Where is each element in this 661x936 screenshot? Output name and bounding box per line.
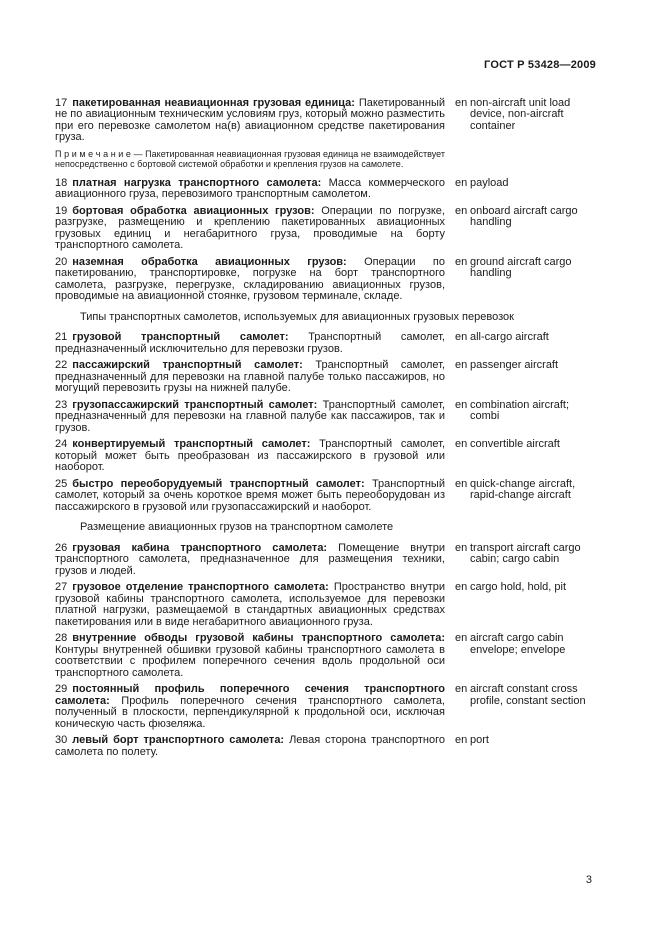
en-term: transport aircraft cargo cabin; cargo cabin <box>470 541 581 565</box>
term-number: 27 <box>55 581 68 593</box>
term-definition <box>55 439 445 474</box>
term-definition <box>55 257 445 303</box>
english-equivalent <box>455 543 596 566</box>
english-equivalent <box>455 98 596 133</box>
en-label: en <box>455 176 468 189</box>
term-number: 28 <box>55 632 68 644</box>
term-entry <box>55 633 596 679</box>
en-label: en <box>455 541 468 554</box>
term-number: 24 <box>55 438 68 450</box>
english-equivalent <box>455 400 596 423</box>
note-entry <box>55 149 596 169</box>
term-text: Транспортный самолет, который за очень короткое время может быть переоборудован из пассажирского в грузовой или грузопассажирский и наоборот. <box>55 477 445 513</box>
page-number: 3 <box>585 873 592 886</box>
term-text: Профиль поперечного сечения транспортного самолета, полученный в плоскости, перпендикулярной к продольной оси, исключая коническую часть фюзеляжа. <box>55 694 445 730</box>
en-label: en <box>455 331 468 343</box>
note-text: П р и м е ч а н и е — Пакетированная неавиационная грузовая единица не взаимодействует непосредственно с бортовой системой обработки и крепления грузов на самолете. <box>55 148 445 169</box>
term-number: 19 <box>55 204 68 217</box>
term-title: быстро переоборудуемый транспортный самолет: <box>72 477 365 490</box>
english-equivalent <box>455 257 596 280</box>
en-term: quick-change aircraft, rapid-change aircraft <box>470 477 576 501</box>
term-number: 23 <box>55 398 68 411</box>
en-term: ground aircraft cargo handling <box>470 255 572 279</box>
en-term: onboard aircraft cargo handling <box>470 204 578 228</box>
term-text: Контуры внутренней обшивки грузовой кабины транспортного самолета в соответствии с профилем поперечного сечения вдоль продольной оси транспортного самолета. <box>55 643 445 679</box>
term-title: постоянный профиль поперечного сечения транспортного самолета: <box>55 683 445 707</box>
en-term: aircraft constant cross profile, constant section <box>470 683 586 707</box>
english-equivalent <box>455 735 596 747</box>
term-definition <box>55 684 445 730</box>
term-text: Транспортный самолет, предназначенный исключительно для перевозки грузов. <box>55 331 445 355</box>
term-text: Транспортный самолет, предназначенный для перевозки на главной палубе только пассажиров, но могущий перевозить грузы на нижней палубе. <box>55 359 446 394</box>
term-number: 17 <box>55 96 68 109</box>
term-entry <box>55 684 596 730</box>
term-title: бортовая обработка авиационных грузов: <box>72 204 315 217</box>
term-definition <box>55 360 445 395</box>
english-equivalent <box>455 479 596 502</box>
en-term: port <box>470 734 489 746</box>
section-heading-text: Типы транспортных самолетов, используемых для авиационных грузовых перевозок <box>80 310 514 323</box>
term-definition <box>55 735 445 758</box>
term-number: 21 <box>55 331 68 343</box>
term-number: 26 <box>55 541 68 554</box>
term-text: Операции по пакетированию, транспортировке, погрузке на борт транспортного самолета, разгрузке, перегрузке, складированию авиационных грузов, проводимые на авиационной стоянке, грузовом терминале, складе. <box>55 255 445 302</box>
en-term: aircraft cargo cabin envelope; envelope <box>470 632 566 656</box>
term-definition <box>55 633 445 679</box>
en-term: combination aircraft; combi <box>470 398 570 422</box>
en-term: non-aircraft unit load device, non-aircraft container <box>470 96 571 132</box>
term-title: платная нагрузка транспортного самолета: <box>72 176 322 189</box>
en-label: en <box>455 683 468 695</box>
term-entry <box>55 360 596 395</box>
en-term: payload <box>470 176 509 189</box>
section-heading <box>55 312 596 324</box>
entries-container <box>55 98 596 759</box>
term-definition <box>55 98 445 144</box>
term-title: грузопассажирский транспортный самолет: <box>72 398 318 411</box>
term-text: Транспортный самолет, предназначенный для перевозки на главной палубе как пассажиров, так и грузов. <box>55 398 445 434</box>
term-entry <box>55 400 596 435</box>
term-text: Помещение внутри транспортного самолета, предназначенное для размещения техники, грузов и людей. <box>55 541 445 577</box>
term-definition <box>55 582 445 628</box>
term-definition <box>55 206 445 252</box>
term-entry <box>55 206 596 252</box>
en-label: en <box>455 255 468 268</box>
en-label: en <box>455 632 468 644</box>
document-header: ГОСТ Р 53428—2009 <box>484 59 596 71</box>
term-text: Левая сторона транспортного самолета по полету. <box>55 734 446 758</box>
english-equivalent <box>455 332 596 344</box>
term-entry <box>55 439 596 474</box>
en-term: passenger aircraft <box>470 359 559 371</box>
section-heading-text: Размещение авиационных грузов на транспортном самолете <box>80 521 394 533</box>
term-entry <box>55 98 596 144</box>
english-equivalent <box>455 439 596 451</box>
term-definition <box>55 400 445 435</box>
en-term: cargo hold, hold, pit <box>470 581 567 593</box>
english-equivalent <box>455 206 596 229</box>
english-equivalent <box>455 684 596 707</box>
en-label: en <box>455 477 468 490</box>
english-equivalent <box>455 360 596 372</box>
en-label: en <box>455 359 468 371</box>
en-term: all-cargo aircraft <box>470 331 549 343</box>
term-entry <box>55 479 596 514</box>
term-number: 18 <box>55 176 68 189</box>
term-title: грузовой транспортный самолет: <box>72 331 289 343</box>
en-label: en <box>455 581 468 593</box>
term-title: внутренние обводы грузовой кабины транспортного самолета: <box>72 632 445 644</box>
term-title: пакетированная неавиационная грузовая единица: <box>72 96 355 109</box>
term-text: Операции по погрузке, разгрузке, размещению и креплению пакетированных авиационных грузовых единиц и негабаритного груза, проводимые на борту транспортного самолета. <box>55 204 445 251</box>
en-label: en <box>455 204 468 217</box>
term-number: 29 <box>55 683 68 695</box>
term-definition <box>55 332 445 355</box>
term-text: Масса коммерческого авиационного груза, перевозимого транспортным самолетом. <box>55 176 445 200</box>
term-number: 22 <box>55 359 68 371</box>
english-equivalent <box>455 582 596 594</box>
term-title: пассажирский транспортный самолет: <box>72 359 303 371</box>
section-heading <box>55 522 596 534</box>
term-text: Пространство внутри грузовой кабины транспортного самолета, используемое для перевозки платной нагрузки, размещаемой в стандартных авиационных средствах пакетирования или в виде негабаритного авиационного груза. <box>55 581 445 628</box>
term-title: конвертируемый транспортный самолет: <box>72 438 311 450</box>
term-definition <box>55 543 445 578</box>
term-entry <box>55 543 596 578</box>
en-label: en <box>455 398 468 411</box>
english-equivalent <box>455 178 596 190</box>
term-text: Транспортный самолет, который может быть преобразован из пассажирского в грузовой или наоборот. <box>55 438 446 473</box>
term-number: 20 <box>55 255 68 268</box>
term-number: 30 <box>55 734 68 746</box>
term-definition <box>55 178 445 201</box>
term-number: 25 <box>55 477 68 490</box>
en-term: convertible aircraft <box>470 438 560 450</box>
term-entry <box>55 257 596 303</box>
term-entry <box>55 582 596 628</box>
term-title: наземная обработка авиационных грузов: <box>72 255 347 268</box>
term-entry <box>55 332 596 355</box>
term-title: левый борт транспортного самолета: <box>72 734 285 746</box>
term-title: грузовая кабина транспортного самолета: <box>72 541 328 554</box>
term-title: грузовое отделение транспортного самолета: <box>72 581 329 593</box>
term-definition <box>55 479 445 514</box>
term-entry <box>55 178 596 201</box>
term-entry <box>55 735 596 758</box>
term-text: Пакетированный не по авиационным техническим условиям груз, который можно разместить при его перевозке самолетом на(в) авиационном средстве пакетирования груза. <box>55 96 445 143</box>
en-label: en <box>455 438 468 450</box>
english-equivalent <box>455 633 596 656</box>
en-label: en <box>455 96 468 109</box>
en-label: en <box>455 734 468 746</box>
